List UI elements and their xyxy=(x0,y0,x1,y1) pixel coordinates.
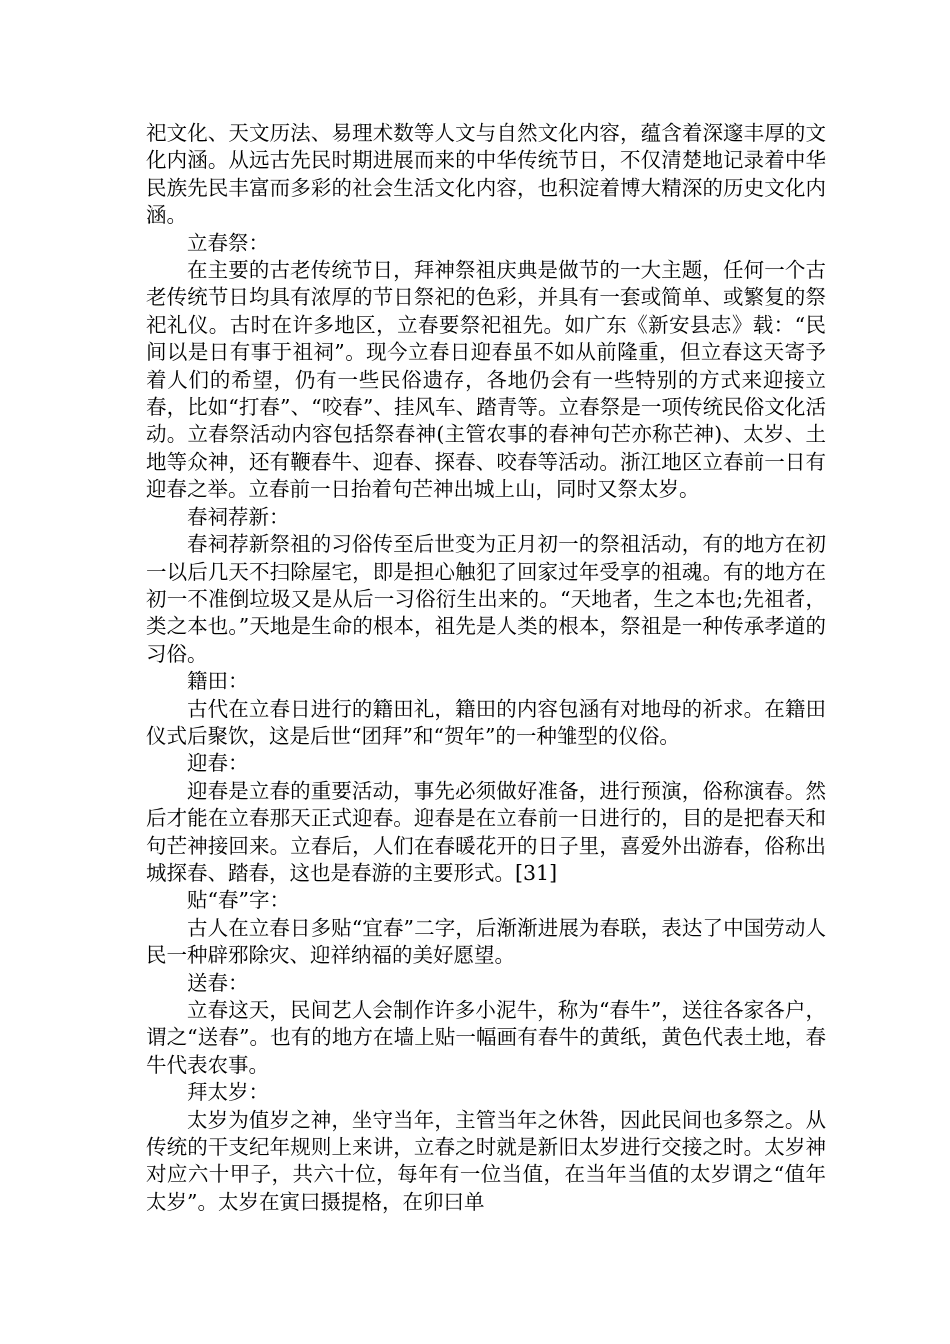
body-paragraph: 古代在立春日进行的籍田礼，籍田的内容包涵有对地母的祈求。在籍田仪式后聚饮，这是后世“团拜”和“贺年”的一种雏型的仪俗。 xyxy=(146,696,826,748)
section-heading-jitian: 籍田： xyxy=(187,669,249,694)
section-heading-yingchun: 迎春： xyxy=(187,751,249,776)
section-heading-chunci: 春祠荐新： xyxy=(187,504,290,529)
body-paragraph: 祀文化、天文历法、易理术数等人文与自然文化内容，蕴含着深邃丰厚的文化内涵。从远古先民时期进展而来的中华传统节日，不仅清楚地记录着中华民族先民丰富而多彩的社会生活文化内容，也积淀着博大精深的历史文化内涵。 xyxy=(146,121,826,228)
body-paragraph: 立春这天，民间艺人会制作许多小泥牛，称为“春牛”，送往各家各户，谓之“送春”。也有的地方在墙上贴一幅画有春牛的黄纸，黄色代表土地，春牛代表农事。 xyxy=(146,998,826,1077)
body-paragraph: 迎春是立春的重要活动，事先必须做好准备，进行预演，俗称演春。然后才能在立春那天正式迎春。迎春是在立春前一日进行的，目的是把春天和句芒神接回来。立春后，人们在春暖花开的日子里，喜爱外出游春，俗称出城探春、踏春，这也是春游的主要形式。[31] xyxy=(146,778,826,885)
body-paragraph: 在主要的古老传统节日，拜神祭祖庆典是做节的一大主题，任何一个古老传统节日均具有浓厚的节日祭祀的色彩，并具有一套或简单、或繁复的祭祀礼仪。古时在许多地区，立春要祭祀祖先。如广东《新安县志》载：“民间以是日有事于祖祠”。现今立春日迎春虽不如从前隆重，但立春这天寄予着人们的希望，仍有一些民俗遗存，各地仍会有一些特别的方式来迎接立春，比如“打春”、“咬春”、挂风车、踏青等。立春祭是一项传统民俗文化活动。立春祭活动内容包括祭春神(主管农事的春神句芒亦称芒神)、太岁、土地等众神，还有鞭春牛、迎春、探春、咬春等活动。浙江地区立春前一日有迎春之举。立春前一日抬着句芒神出城上山，同时又祭太岁。 xyxy=(146,258,826,502)
section-heading-lichunji: 立春祭： xyxy=(187,230,269,255)
document-page xyxy=(146,120,826,1216)
body-paragraph: 太岁为值岁之神，坐守当年，主管当年之休咎，因此民间也多祭之。从传统的干支纪年规则上来讲，立春之时就是新旧太岁进行交接之时。太岁神对应六十甲子，共六十位，每年有一位当值，在当年当值的太岁谓之“值年太岁”。太岁在寅曰摄提格，在卯曰单 xyxy=(146,1107,826,1214)
section-heading-songchun: 送春： xyxy=(187,970,249,995)
section-heading-tiechunzi: 贴“春”字： xyxy=(187,888,290,913)
section-heading-baitaisui: 拜太岁： xyxy=(187,1080,269,1105)
body-paragraph: 古人在立春日多贴“宜春”二字，后渐渐进展为春联，表达了中国劳动人民一种辟邪除灾、迎祥纳福的美好愿望。 xyxy=(146,915,826,968)
body-paragraph: 春祠荐新祭祖的习俗传至后世变为正月初一的祭祖活动，有的地方在初一以后几天不扫除屋宅，即是担心触犯了回家过年受享的祖魂。有的地方在初一不准倒垃圾又是从后一习俗衍生出来的。“天地者，生之本也;先祖者，类之本也。”天地是生命的根本，祖先是人类的根本，祭祖是一种传承孝道的习俗。 xyxy=(146,532,826,666)
